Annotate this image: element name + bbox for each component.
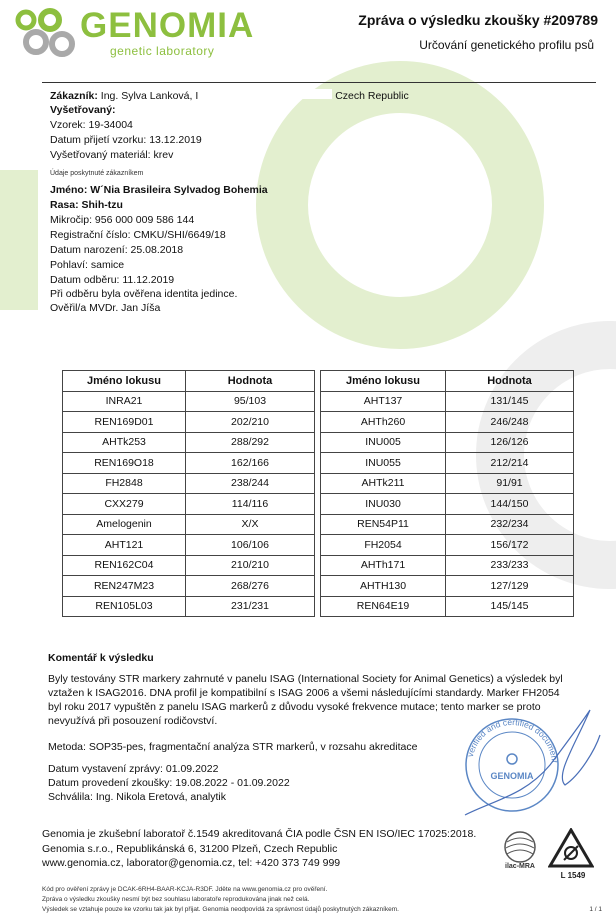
value-cell: 288/292	[186, 432, 315, 453]
footer-accreditation: Genomia je zkušební laboratoř č.1549 akreditovaná ČIA podle ČSN EN ISO/IEC 17025:2018.	[42, 828, 477, 840]
locus-cell: CXX279	[63, 494, 186, 515]
locus-cell: AHT121	[63, 535, 186, 556]
locus-cell: AHTh171	[321, 555, 446, 576]
dog-name: Jméno: W´Nia Brasileira Sylvadog Bohemia	[50, 184, 268, 196]
material: Vyšetřovaný materiál: krev	[50, 149, 174, 161]
locus-cell: REN64E19	[321, 596, 446, 617]
ilac-mra-logo	[498, 830, 542, 870]
sex: Pohlaví: samice	[50, 259, 125, 271]
comment-line-2: vztažen k ISAG2016. DNA profil je kompatibilní s ISAG 2006 a všemi následujícími standardy. Marker FH2054	[48, 687, 560, 699]
locus-cell: INU055	[321, 453, 446, 474]
table-row	[63, 535, 574, 556]
bg-circle-green	[282, 87, 518, 323]
table-row	[63, 576, 574, 597]
locus-cell: AHT137	[321, 391, 446, 412]
value-cell: 106/106	[186, 535, 315, 556]
locus-cell: REN105L03	[63, 596, 186, 617]
test-date: Datum provedení zkoušky: 19.08.2022 - 01.09.2022	[48, 777, 290, 789]
table-row	[63, 432, 574, 453]
sample-id: Vzorek: 19-34004	[50, 119, 133, 131]
locus-cell: FH2054	[321, 535, 446, 556]
comment-title: Komentář k výsledku	[48, 652, 154, 664]
loci-table	[62, 370, 574, 617]
table-row	[63, 473, 574, 494]
comment-line-3: byl roku 2017 vypuštěn z panelu ISAG markerů z důvodu vysoké frekvence mutace; tento marker se proto	[48, 701, 541, 713]
cia-accreditation-logo	[548, 828, 594, 880]
customer-data-note: Údaje poskytnuté zákazníkem	[50, 170, 144, 177]
genomia-logo	[14, 6, 274, 58]
locus-cell: REN169D01	[63, 412, 186, 433]
scope-note: Výsledek se vztahuje pouze ke vzorku tak jak byl přijat. Genomia neodpovídá za správnost údajů poskytnutých zákazníkem.	[42, 906, 399, 913]
value-cell: 126/126	[446, 432, 574, 453]
value-cell: 212/214	[446, 453, 574, 474]
microchip: Mikročip: 956 000 009 586 144	[50, 214, 195, 226]
approved-by: Schválila: Ing. Nikola Eretová, analytik	[48, 791, 227, 803]
verify-code-note: Kód pro ověření zprávy je DCAK-6RH4-BAAR-KCJA-R3DF. Jděte na www.genomia.cz pro ověření.	[42, 886, 328, 893]
table-row	[63, 412, 574, 433]
value-cell: 131/145	[446, 391, 574, 412]
customer-country: Czech Republic	[335, 90, 409, 102]
svg-text:verified and certified documen	[465, 717, 560, 764]
customer-name: Ing. Sylva Lanková, I	[100, 90, 199, 102]
value-cell: 162/166	[186, 453, 315, 474]
comment-line-4: nevyužívá při posouzení rodičovství.	[48, 715, 218, 727]
report-title: Zpráva o výsledku zkoušky #209789	[358, 12, 598, 28]
identity-note: Při odběru byla ověřena identita jedince.	[50, 288, 238, 300]
table-row	[63, 514, 574, 535]
reproduction-note: Zpráva o výsledku zkoušky nesmí být bez souhlasu laboratoře reprodukována jinak než celá.	[42, 896, 310, 903]
locus-cell: Amelogenin	[63, 514, 186, 535]
table-row	[63, 453, 574, 474]
value-cell: 238/244	[186, 473, 315, 494]
value-cell: X/X	[186, 514, 315, 535]
registration-number: Registrační číslo: CMKU/SHI/6649/18	[50, 229, 226, 241]
examined-label: Vyšetřovaný:	[50, 104, 116, 116]
report-subtitle: Určování genetického profilu psů	[419, 38, 594, 52]
value-cell: 210/210	[186, 555, 315, 576]
value-cell: 202/210	[186, 412, 315, 433]
lab-number: L 1549	[560, 871, 586, 880]
value-cell: 91/91	[446, 473, 574, 494]
locus-cell: AHTk211	[321, 473, 446, 494]
header-divider	[42, 82, 596, 83]
table-row	[63, 494, 574, 515]
locus-cell: REN169O18	[63, 453, 186, 474]
certification-stamp	[455, 705, 605, 825]
locus-cell: REN162C04	[63, 555, 186, 576]
value-cell: 268/276	[186, 576, 315, 597]
stamp-ring-text: verified and certified document	[464, 716, 560, 764]
page-number: 1 / 1	[589, 906, 602, 913]
locus-cell: FH2848	[63, 473, 186, 494]
col-locus-left: Jméno lokusu	[63, 371, 186, 392]
value-cell: 145/145	[446, 596, 574, 617]
customer-line	[50, 89, 409, 103]
bg-bar-green	[0, 170, 38, 310]
table-row	[63, 391, 574, 412]
value-cell: 246/248	[446, 412, 574, 433]
logo-wordmark: GENOMIA	[80, 6, 255, 45]
footer-contact: www.genomia.cz, laborator@genomia.cz, tel: +420 373 749 999	[42, 857, 341, 869]
locus-cell: REN247M23	[63, 576, 186, 597]
table-row	[63, 596, 574, 617]
comment-line-1: Byly testovány STR markery zahrnuté v panelu ISAG (International Society for Animal Genetics) a výsledek byl	[48, 673, 563, 685]
value-cell: 95/103	[186, 391, 315, 412]
locus-cell: AHTH130	[321, 576, 446, 597]
locus-cell: REN54P11	[321, 514, 446, 535]
stamp-center-text: GENOMIA	[490, 771, 534, 781]
birth-date: Datum narození: 25.08.2018	[50, 244, 184, 256]
method: Metoda: SOP35-pes, fragmentační analýza STR markerů, v rozsahu akreditace	[48, 741, 418, 753]
collection-date: Datum odběru: 11.12.2019	[50, 274, 175, 286]
locus-cell: INU005	[321, 432, 446, 453]
footer-address: Genomia s.r.o., Republikánská 6, 31200 Plzeň, Czech Republic	[42, 843, 338, 855]
col-value-right: Hodnota	[446, 371, 574, 392]
value-cell: 232/234	[446, 514, 574, 535]
locus-cell: INU030	[321, 494, 446, 515]
value-cell: 114/116	[186, 494, 315, 515]
locus-cell: AHTh260	[321, 412, 446, 433]
logo-subtitle: genetic laboratory	[110, 44, 215, 58]
customer-label: Zákazník:	[50, 90, 98, 102]
value-cell: 156/172	[446, 535, 574, 556]
ilac-text: ilac-MRA	[505, 863, 535, 870]
dog-breed: Rasa: Shih-tzu	[50, 199, 123, 211]
redaction	[198, 89, 332, 99]
value-cell: 144/150	[446, 494, 574, 515]
verified-by: Ověřil/a MVDr. Jan Jíša	[50, 302, 161, 314]
col-value-left: Hodnota	[186, 371, 315, 392]
locus-cell: INRA21	[63, 391, 186, 412]
received-date: Datum přijetí vzorku: 13.12.2019	[50, 134, 202, 146]
table-row	[63, 555, 574, 576]
locus-cell: AHTk253	[63, 432, 186, 453]
table-header-row	[63, 371, 574, 392]
col-locus-right: Jméno lokusu	[321, 371, 446, 392]
value-cell: 231/231	[186, 596, 315, 617]
logo-circles-icon	[14, 6, 76, 58]
value-cell: 233/233	[446, 555, 574, 576]
value-cell: 127/129	[446, 576, 574, 597]
issue-date: Datum vystavení zprávy: 01.09.2022	[48, 763, 219, 775]
